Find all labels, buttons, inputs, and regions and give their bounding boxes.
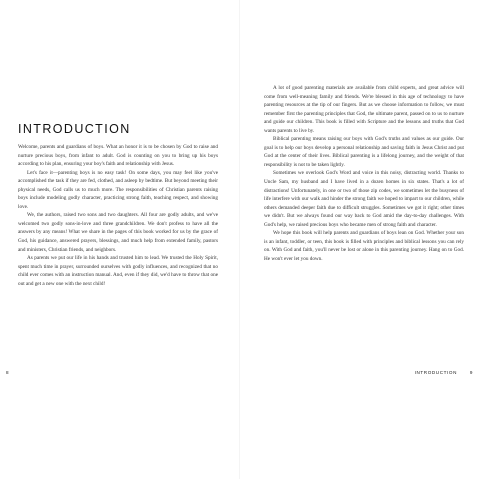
left-text-column (18, 143, 218, 288)
paragraph: We, the authors, raised two sons and two daughters. All four are godly adults, and we've welcomed two godly sons-in-love and three grandchildren. We don't profess to have all the answers by any means! What we share in the pages of this book worked for us by the grace of God, his guidance, answered prayers, blessings, and much help from extended family, pastors and ministers, Christian friends, and neighbors. (18, 212, 218, 253)
paragraph: We hope this book will help parents and guardians of boys lean on God. Whether your son is an infant, toddler, or teen, this book is filled with principles and biblical lessons you can rely on. With God and faith, you'll never be lost or alone in this parenting journey. Hang on to God. He won't ever let you down. (264, 230, 464, 262)
page-number-right: 9 (469, 370, 473, 375)
left-page (0, 0, 239, 479)
running-head: INTRODUCTION (414, 370, 457, 375)
paragraph: Welcome, parents and guardians of boys. What an honor it is to be chosen by God to raise and nurture precious boys, from infant to adult. God is counting on you to bring up his boys according to his plan, ensuring your boy's faith and relationship with Jesus. (18, 144, 218, 168)
right-page (240, 0, 479, 479)
right-text-column (264, 84, 464, 263)
paragraph: Sometimes we overlook God's Word and voice in this noisy, distracting world. Thanks to Uncle Sam, my husband and I have lived in a dozen homes in six states. That's a lot of distractions! Unfortunately, in one or two of those zip codes, we sometimes let the busyness of life interfere with our walk and hinder the strong faith we hoped to impart to our children, while others demanded deeper faith due to difficult struggles. Sometimes we got it right; other times we didn't. But we always found our way back to God amid the day-to-day challenges. With God's help, we raised precious boys who became men of strong faith and character. (264, 170, 464, 228)
paragraph: As parents we put our life in his hands and trusted him to lead. We trusted the Holy Spirit, spent much time in prayer, surrounded ourselves with godly influences, and recognized that no child ever comes with an instruction manual. And, even if they did, we'd have to throw that one out and get a new one with the next child! (18, 255, 218, 287)
chapter-heading: INTRODUCTION (18, 122, 131, 137)
paragraph: Let's face it—parenting boys is no easy task! On some days, you may feel like you've accomplished the task if they are fed, clothed, and asleep by bedtime. But beyond meeting their physical needs, God calls us to much more. The responsibilities of Christian parents raising boys include modeling godly character, practicing strong faith, teaching respect, and showing love. (18, 169, 218, 210)
paragraph: Biblical parenting means raising our boys with God's truths and values as our guide. Our goal is to help our boys develop a personal relationship and saving faith in Jesus Christ and put God at the center of their lives. Biblical parenting is a lifelong journey, and the weight of that responsibility is not to be taken lightly. (264, 136, 464, 168)
page-number-left: 8 (6, 370, 10, 375)
paragraph: A lot of good parenting materials are available from child experts, and great advice will come from well-meaning family and friends. We're blessed in this age of technology to have parenting resources at the tip of our fingers. But as we choose information to follow, we must remember first the parenting principles that God, the ultimate parent, passed on to us to nurture and guide our children. This book is filled with Scripture and the lessons and truths that God wants parents to live by. (264, 85, 464, 134)
